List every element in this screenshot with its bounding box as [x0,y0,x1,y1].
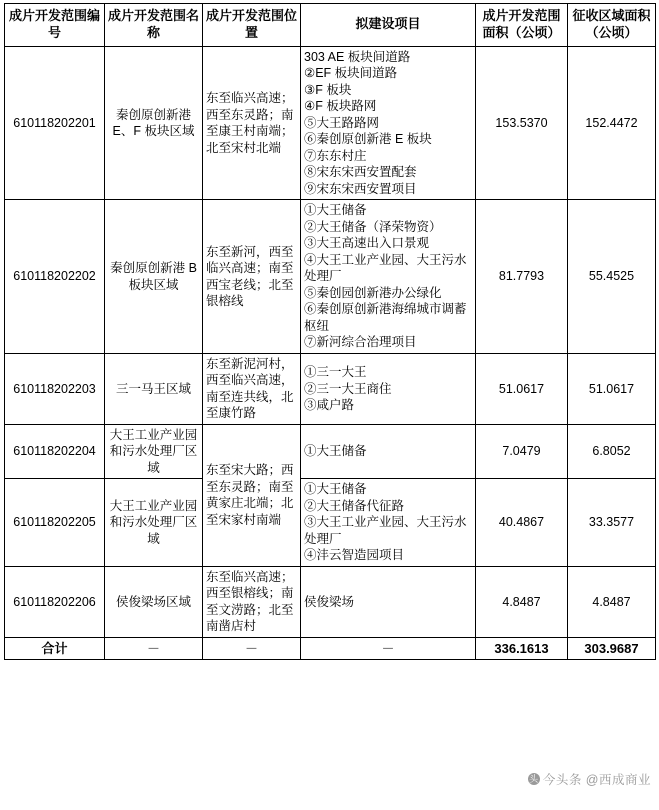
column-header-code: 成片开发范围编号 [5,4,105,47]
cell-code: 610118202201 [5,46,105,200]
cell-projects [301,353,476,424]
land-development-table [4,3,656,660]
total-dev-area: 336.1613 [476,637,568,659]
project-item: ⑤秦创园创新港办公绿化 [304,285,442,300]
project-item: ③F 板块 [304,82,352,97]
cell-name: 侯俊梁场区域 [105,566,203,637]
column-header-location: 成片开发范围位置 [203,4,301,47]
project-list [304,202,472,351]
cell-location: 东至新泥河村，西至临兴高速，南至连共线，北至康竹路 [203,353,301,424]
cell-projects [301,479,476,567]
watermark-text: 今头条 @西成商业 [542,773,651,787]
cell-name: 秦创原创新港 B 板块区域 [105,200,203,354]
project-list [304,364,472,414]
toutiao-badge-icon: 头 [529,774,539,784]
cell-dev-area: 7.0479 [476,424,568,479]
project-item: ⑤大王路路网 [304,115,380,130]
project-item: ②大王储备（泽荣物资） [304,219,442,234]
project-item: ⑦新河综合治理项目 [304,335,417,350]
total-dash-projects: － [301,637,476,659]
table-row [5,353,656,424]
cell-code: 610118202203 [5,353,105,424]
project-item: ①大王储备 [304,444,367,459]
project-item: ③咸户路 [304,398,355,413]
cell-acq-area: 33.3577 [568,479,656,567]
cell-name: 三一马王区域 [105,353,203,424]
cell-projects [301,46,476,200]
table-container [4,3,655,660]
project-list [304,481,472,564]
project-item: ④沣云智造园项目 [304,548,405,563]
table-total-row [5,637,656,659]
project-item: ⑥秦创原创新港 E 板块 [304,132,432,147]
cell-acq-area: 6.8052 [568,424,656,479]
cell-projects [301,200,476,354]
project-item: 303 AE 板块间道路 [304,49,411,64]
cell-location: 东至临兴高速；西至东灵路；南至康王村南端；北至宋村北端 [203,46,301,200]
cell-dev-area: 81.7793 [476,200,568,354]
project-item: ④F 板块路网 [304,99,377,114]
cell-code: 610118202204 [5,424,105,479]
project-item: ③大王高速出入口景观 [304,236,430,251]
project-item: ①大王储备 [304,203,367,218]
cell-dev-area: 51.0617 [476,353,568,424]
column-header-dev-area: 成片开发范围面积（公顷） [476,4,568,47]
table-row [5,566,656,637]
cell-projects [301,424,476,479]
cell-code: 610118202202 [5,200,105,354]
column-header-projects: 拟建设项目 [301,4,476,47]
project-item: 侯俊梁场 [304,594,355,609]
total-dash-location: － [203,637,301,659]
project-list [304,443,472,460]
project-item: ⑧宋东宋西安置配套 [304,165,417,180]
cell-location: 东至新河，西至临兴高速；南至西宝老线；北至银榕线 [203,200,301,354]
cell-dev-area: 153.5370 [476,46,568,200]
cell-location: 东至宋大路；西至东灵路；南至黄家庄北端；北至宋家村南端 [203,424,301,566]
cell-acq-area: 152.4472 [568,46,656,200]
table-header-row [5,4,656,47]
project-item: ①大王储备 [304,482,367,497]
cell-location: 东至临兴高速；西至银榕线；南至文涝路；北至南凿店村 [203,566,301,637]
cell-dev-area: 4.8487 [476,566,568,637]
cell-code: 610118202206 [5,566,105,637]
cell-acq-area: 4.8487 [568,566,656,637]
project-list [304,49,472,198]
project-item: ④大王工业产业园、大王污水处理厂 [304,252,467,284]
watermark [528,770,651,788]
project-item: ⑥秦创原创新港海绵城市调蓄枢纽 [304,302,467,333]
cell-code: 610118202205 [5,479,105,567]
total-label: 合计 [5,637,105,659]
table-row [5,200,656,354]
cell-name: 大王工业产业园和污水处理厂区域 [105,479,203,567]
cell-acq-area: 51.0617 [568,353,656,424]
table-row [5,424,656,479]
cell-projects [301,566,476,637]
project-item: ②EF 板块间道路 [304,66,398,81]
project-item: ③大王工业产业园、大王污水处理厂 [304,515,467,546]
cell-acq-area: 55.4525 [568,200,656,354]
project-item: ⑦东东村庄 [304,148,367,163]
project-item: ②三一大王商住 [304,381,392,396]
table-row [5,479,656,567]
column-header-acq-area: 征收区域面积（公顷） [568,4,656,47]
project-item: ②大王储备代征路 [304,498,405,513]
project-item: ⑨宋东宋西安置项目 [304,181,417,196]
cell-dev-area: 40.4867 [476,479,568,567]
project-item: ①三一大王 [304,365,367,380]
cell-name: 大王工业产业园和污水处理厂区域 [105,424,203,479]
table-row [5,46,656,200]
column-header-name: 成片开发范围名称 [105,4,203,47]
total-acq-area: 303.9687 [568,637,656,659]
project-list [304,594,472,611]
cell-name: 秦创原创新港 E、F 板块区域 [105,46,203,200]
total-dash-name: － [105,637,203,659]
